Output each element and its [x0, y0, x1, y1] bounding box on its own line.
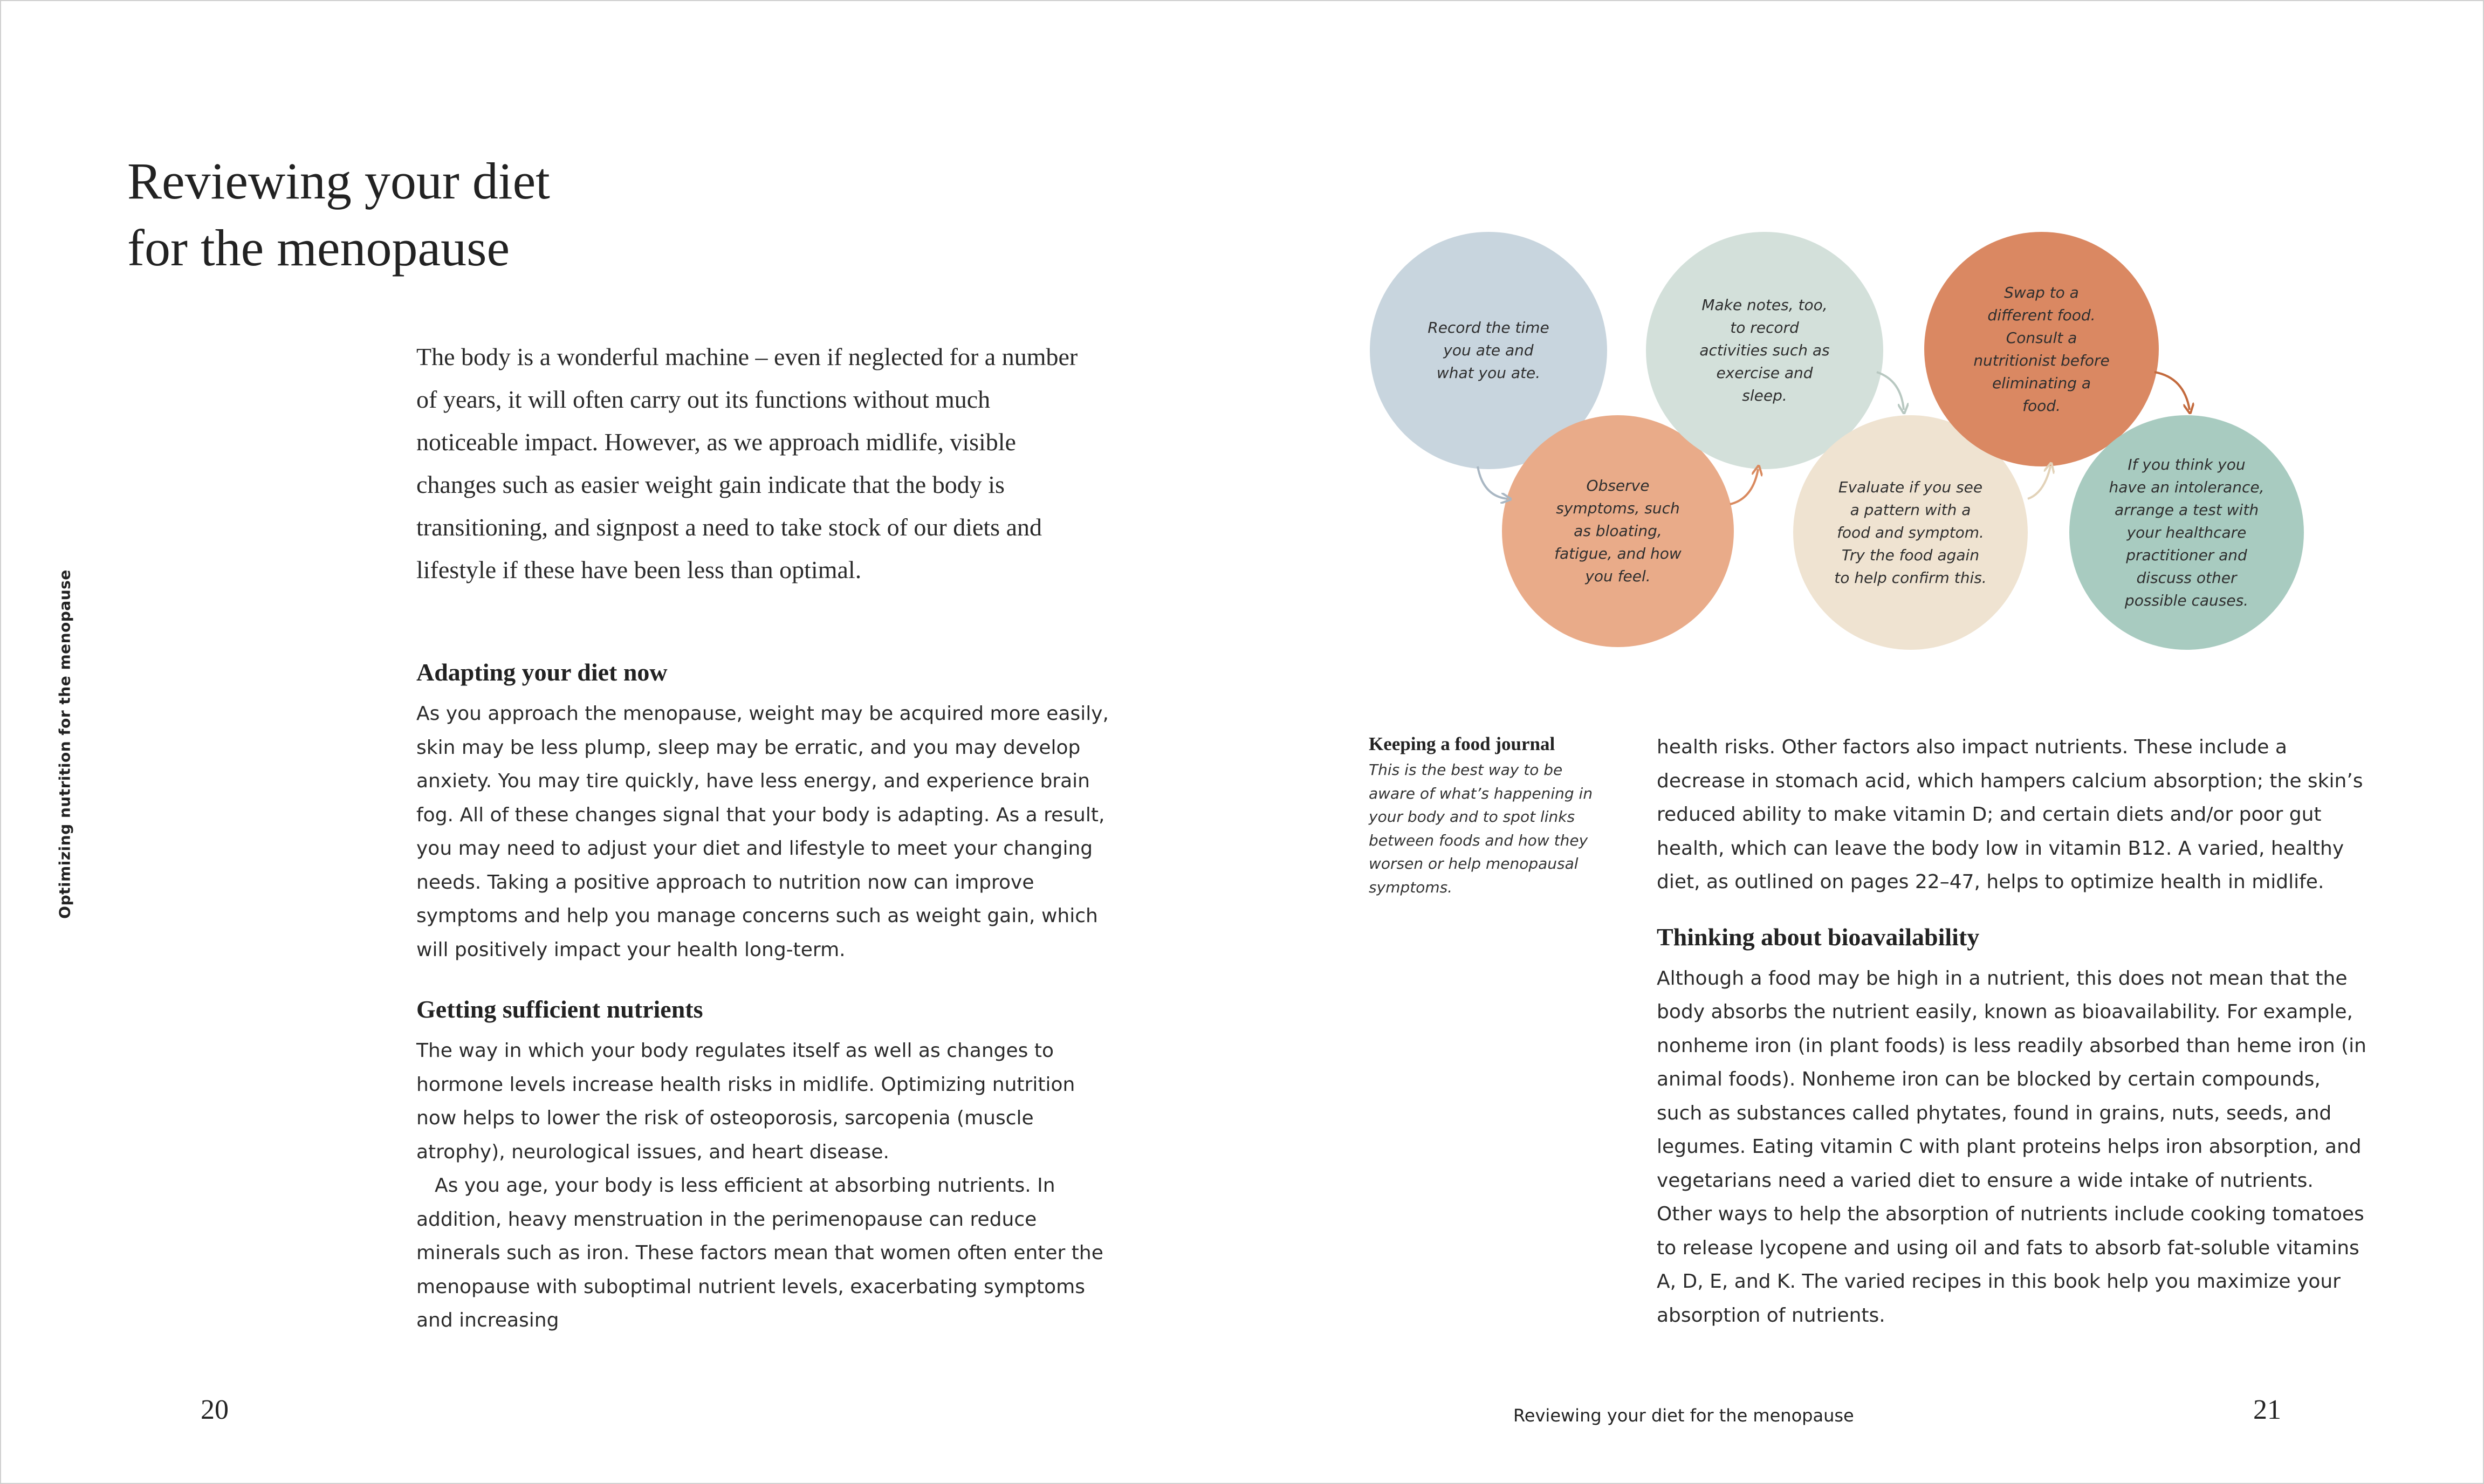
diagram-step-6-text: If you think you have an intolerance, arrange a test with your healthcare practitioner and discuss other possible causes.	[2109, 455, 2265, 609]
section-text-nutrients-1: The way in which your body regulates itself as well as changes to hormone levels increase health risks in midlife. Optimizing nutrition now helps to lower the risk of osteoporosis, sarcopenia (muscle atrophy), neurological issues, and heart disease.	[416, 1040, 1075, 1163]
diagram-arrows	[1370, 226, 2308, 658]
page-title-line-1: Reviewing your diet	[127, 152, 550, 210]
right-column	[1657, 731, 2369, 1332]
diagram-step-3-text: Make notes, too, to record activities such as exercise and sleep.	[1699, 296, 1830, 404]
running-head: Reviewing your diet for the menopause	[1513, 1405, 1854, 1426]
section-text-adapting: As you approach the menopause, weight may be acquired more easily, skin may be less plump, sleep may be erratic, and you may develop anxiety. You may tire quickly, have less energy, and experience brain fog. All of these changes signal that your body is adapting. As a result, you may need to adjust your diet and lifestyle to meet your changing needs. Taking a positive approach to nutrition now can improve symptoms and help you manage concerns such as weight gain, which will positively impact your health long-term.	[416, 703, 1109, 961]
section-text-bioavailability: Although a food may be high in a nutrient, this does not mean that the body absorbs the nutrient easily, known as bioavailability. For example, nonheme iron (in plant foods) is less readily absorbed than heme iron (in animal foods). Nonheme iron can be blocked by certain compounds, such as substances called phytates, found in grains, nuts, seeds, and legumes. Eating vitamin C with plant proteins helps iron absorption, and vegetarians need a varied diet to ensure a wide intake of nutrients. Other ways to help the absorption of nutrients include cooking tomatoes to release lycopene and using oil and fats to absorb fat-soluble vitamins A, D, E, and K. The varied recipes in this book help you maximize your absorption of nutrients.	[1657, 967, 2366, 1327]
diagram-step-5-text: Swap to a different food. Consult a nutritionist before eliminating a food.	[1973, 283, 2110, 415]
diagram-step-2-text: Observe symptoms, such as bloating, fatigue, and how you feel.	[1554, 477, 1682, 585]
intro-text: The body is a wonderful machine – even if neglected for a number of years, it will often carry out its functions without much noticeable impact. However, as we approach midlife, visible changes such as easier weight gain indicate that the body is transitioning, and signpost a need to take stock of our diets and lifestyle if these have been less than optimal.	[416, 343, 1078, 583]
section-heading-adapting: Adapting your diet now	[416, 658, 668, 686]
food-journal-diagram	[1370, 226, 2308, 658]
section-heading-nutrients: Getting sufficient nutrients	[416, 995, 703, 1023]
intro-paragraph	[416, 335, 1096, 591]
chapter-side-label: Optimizing nutrition for the menopause	[56, 569, 74, 919]
caption-title: Keeping a food journal	[1369, 733, 1555, 754]
arrow-3-to-4	[1877, 372, 1904, 410]
arrow-5-to-6	[2154, 372, 2190, 410]
section-heading-bioavailability: Thinking about bioavailability	[1657, 923, 1980, 951]
page-title-line-2: for the menopause	[127, 219, 510, 277]
page-number-right: 21	[2253, 1394, 2281, 1425]
arrow-2-to-3	[1730, 469, 1758, 504]
arrow-1-to-2	[1478, 466, 1507, 499]
arrow-4-to-5	[2028, 466, 2050, 499]
diagram-step-4-text: Evaluate if you see a pattern with a food and symptom. Try the food again to help confirm this.	[1834, 478, 1987, 587]
page-number-left: 20	[201, 1394, 229, 1425]
page-title	[127, 148, 550, 281]
diagram-caption	[1369, 733, 1595, 899]
caption-text: This is the best way to be aware of what’s happening in your body and to spot links between foods and how they worsen or help menopausal symptoms.	[1369, 761, 1593, 896]
section-nutrients	[416, 992, 1117, 1338]
right-continuation-text: health risks. Other factors also impact nutrients. These include a decrease in stomach acid, which hampers calcium absorption; the skin’s reduced ability to make vitamin D; and certain diets and/or poor gut health, which can leave the body low in vitamin B12. A varied, healthy diet, as outlined on pages 22–47, helps to optimize health in midlife.	[1657, 736, 2363, 893]
section-adapting	[416, 655, 1117, 967]
section-text-nutrients-2: As you age, your body is less efficient at absorbing nutrients. In addition, heavy menstruation in the perimenopause can reduce minerals such as iron. These factors mean that women often enter the menopause with suboptimal nutrient levels, exacerbating symptoms and increasing	[416, 1174, 1103, 1331]
diagram-step-1-text: Record the time you ate and what you ate.	[1428, 319, 1549, 382]
